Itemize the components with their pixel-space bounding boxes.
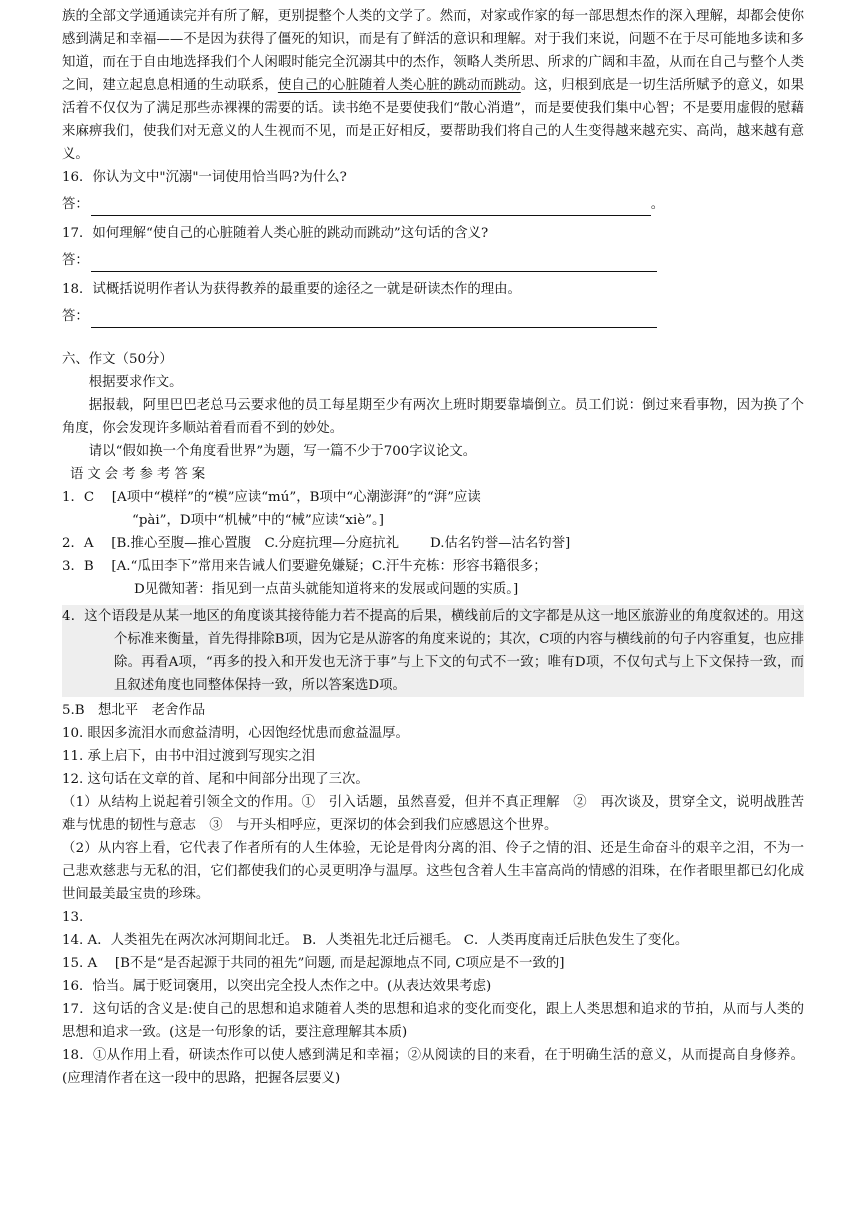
essay-material: 据报载，阿里巴巴老总马云要求他的员工每星期至少有两次上班时期要靠墙倒立。员工们说：倒过来看事物，因为换了个角度，你会发现许多顺站着看而看不到的妙处。 <box>62 398 804 436</box>
answer-label: 答： <box>62 197 89 212</box>
question-17: 17．如何理解“使自己的心脏随着人类心脏的跳动而跳动”这句话的含义? <box>62 226 489 241</box>
answer-10: 10. 眼因多流泪水而愈益清明，心因饱经忧患而愈益温厚。 <box>62 726 409 741</box>
answer-4: 4．这个语段是从某一地区的角度谈其接待能力若不提高的后果，横线前后的文字都是从这一地区旅游业的角度叙述的。用这个标准来衡量，首先得排除B项，因为它是从游客的角度来说的；其次，C项的内容与横线前的句子内容重复，也应排除。再看A项，“再多的投入和开发也无济于事”与上下文的句式不一致；唯有D项，不仅句式与上下文保持一致，而且叙述角度也同整体保持一致，所以答案选D项。 <box>62 605 804 697</box>
answer-5: 5.B 想北平 老舍作品 <box>62 703 206 718</box>
answer-rule <box>91 312 657 328</box>
answer-18: 18．①从作用上看，研读杰作可以使人感到满足和幸福；②从阅读的目的来看，在于明确生活的意义，从而提高自身修养。(应理清作者在这一段中的思路，把握各层要义) <box>62 1048 804 1086</box>
answer-17: 17．这句话的含义是:使自己的思想和追求随着人类的思想和追求的变化而变化，跟上人类思想和追求的节拍，从而与人类的思想和追求一致。(这是一句形象的话，要注意理解其本质) <box>62 1002 804 1040</box>
answer-2: 2．A [B.推心至腹—推心置腹 C.分庭抗理—分庭抗礼 D.估名钓誉—沽名钓誉] <box>62 536 571 551</box>
essay-heading: 六、作文（50分） <box>62 352 173 367</box>
answer-key-title: 语文会考参考答案 <box>70 467 210 482</box>
answer-3-cont: D见微知著：指见到一点苗头就能知道将来的发展或问题的实质。] <box>134 582 519 597</box>
answer-rule <box>91 256 657 272</box>
essay-instruction: 根据要求作文。 <box>88 375 183 390</box>
passage-text-end: 。这，归根到底是一切生活所赋予的意义，如果活着不仅仅为了满足那些赤裸裸的需要的话。读书绝不是要使我们“散心消遣”，而是要使我们集中心智；不是要用虚假的慰藉来麻痹我们，使我们对无意义的人生视而不见，而是正好相反，要帮助我们将自己的人生变得越来越充实、高尚，越来越有意义。 <box>62 78 805 162</box>
answer-12-part2: （2）从内容上看，它代表了作者所有的人生体验，无论是骨肉分离的泪、伶子之情的泪、还是生命奋斗的艰辛之泪，不为一己悲欢慈悲与无私的泪，它们都使我们的心灵更明净与温厚。这些包含着人生丰富高尚的情感的泪珠，在作者眼里都已幻化成世间最美最宝贵的珍珠。 <box>62 841 804 902</box>
passage-text: 族的全部文学通通读完并有所了解，更别提整个人类的文学了。然而，对家或作家的每一部思想杰作的深入理解，却都会使你感到满足和幸福——不是因为获得了僵死的知识，而是有了鲜活的意识和理解。对于我们来说，问题不在于尽可能地多读和多知道，而在于自由地选择我们个人闲暇时能完全沉溺其中的杰作，领略人类所思、所求的广阔和丰盈，从而在自己与整个人类之间，建立起息息相通的生动联系， <box>62 9 804 93</box>
passage-paragraph <box>62 5 804 166</box>
underlined-sentence: 使自己的心脏随着人类心脏的跳动而跳动 <box>277 78 521 93</box>
answer-15: 15. A [B不是“是否起源于共同的祖先”问题, 而是起源地点不同, C项应是不一致的] <box>62 956 565 971</box>
answer-line-16[interactable] <box>62 193 804 216</box>
answer-12-part1: （1）从结构上说起着引领全文的作用。① 引入话题，虽然喜爱，但并不真正理解 ② 再次谈及，贯穿全文，说明战胜苦难与忧患的韧性与意志 ③ 与开头相呼应，更深切的体会到我们应感恩这个世界。 <box>62 795 804 833</box>
answer-14: 14. A．人类祖先在两次冰河期间北迁。 B．人类祖先北迁后褪毛。 C．人类再度南迁后肤色发生了变化。 <box>62 933 689 948</box>
essay-task: 请以“假如换一个角度看世界”为题，写一篇不少于700字议论文。 <box>88 444 477 459</box>
answer-12: 12. 这句话在文章的首、尾和中间部分出现了三次。 <box>62 772 369 787</box>
answer-line-17[interactable] <box>62 249 804 272</box>
answer-11: 11. 承上启下，由书中泪过渡到写现实之泪 <box>62 749 316 764</box>
answer-13: 13. <box>62 910 84 925</box>
page <box>62 5 804 1090</box>
answer-label: 答： <box>62 253 89 268</box>
answer-16: 16．恰当。属于贬词褒用，以突出完全投人杰作之中。(从表达效果考虑) <box>62 979 492 994</box>
answer-3: 3．B [A.“瓜田李下”常用来告诫人们要避免嫌疑；C.汗牛充栋：形容书籍很多； <box>62 559 547 574</box>
question-18: 18．试概括说明作者认为获得教养的最重要的途径之一就是研读杰作的理由。 <box>62 282 521 297</box>
answer-end-mark: 。 <box>650 197 665 212</box>
answer-rule <box>91 200 651 216</box>
answer-1-cont: “pài”，D项中“机械”中的“械”应读“xiè”。] <box>132 513 384 528</box>
question-16: 16．你认为文中"沉溺"一词使用恰当吗?为什么? <box>62 170 347 185</box>
answer-line-18[interactable] <box>62 305 804 328</box>
answer-1: 1．C [A项中“模样”的“模”应读“mú”，B项中“心潮澎湃”的“湃”应读 <box>62 490 481 505</box>
answer-label: 答： <box>62 309 89 324</box>
